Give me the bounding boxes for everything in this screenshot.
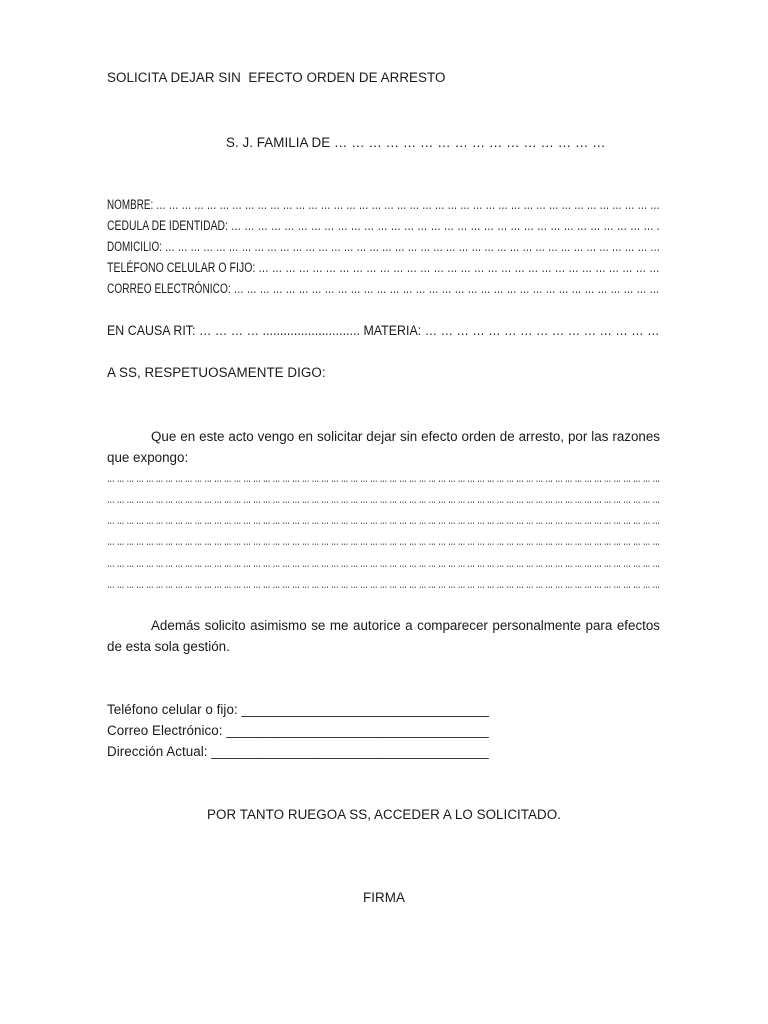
dotted-line: … … … … … … … … … … … … … … … … … … … … … … … … … … … … … … … … … … … … … … … … … … … … … … … … … … … … … … … … … (107, 533, 661, 548)
case-rit-materia: EN CAUSA RIT: … … … … ............................ MATERIA: … … … … … … … … … … … … … … … (107, 323, 660, 338)
signature-label: FIRMA (363, 890, 405, 905)
field-correo: CORREO ELECTRÓNICO: … … … … … … … … … … … … … … … … … … … … … … … … … … … … … … … … … (107, 281, 660, 296)
dotted-line: … … … … … … … … … … … … … … … … … … … … … … … … … … … … … … … … … … … … … … … … … … … … … … … … … … … … … … … … … (107, 470, 661, 485)
contact-telefono: Teléfono celular o fijo: _________________________________ (107, 702, 489, 717)
body-paragraph: Que en este acto vengo en solicitar dejar sin efecto orden de arresto, por las razones que expongo: (107, 429, 660, 465)
field-nombre: NOMBRE: … … … … … … … … … … … … … … … … … … … … … … … … … … … … … … … … … … … … … … … … (107, 197, 660, 212)
dotted-line: … … … … … … … … … … … … … … … … … … … … … … … … … … … … … … … … … … … … … … … … … … … … … … … … … … … … … … … … … (107, 512, 661, 527)
document-heading: SOLICITA DEJAR SIN EFECTO ORDEN DE ARRESTO (107, 70, 446, 85)
salutation: A SS, RESPETUOSAMENTE DIGO: (107, 365, 326, 380)
court-addressee: S. J. FAMILIA DE … … … … … … … … … … … … … … … … (226, 135, 606, 150)
dotted-line: … … … … … … … … … … … … … … … … … … … … … … … … … … … … … … … … … … … … … … … … … … … … … … … … … … … … … … … … … (107, 491, 661, 506)
closing-statement: POR TANTO RUEGOA SS, ACCEDER A LO SOLICITADO. (207, 807, 561, 822)
dotted-line: … … … … … … … … … … … … … … … … … … … … … … … … … … … … … … … … … … … … … … … … … … … … … … … … … … … … … … … … … (107, 555, 661, 570)
contact-direccion: Dirección Actual: _____________________________________ (107, 744, 489, 759)
field-telefono: TELÉFONO CELULAR O FIJO: … … … … … … … … … … … … … … … … … … … … … … … … … … … … … … (107, 260, 660, 275)
field-domicilio: DOMICILIO: … … … … … … … … … … … … … … … … … … … … … … … … … … … … … … … … … … … … … … … (107, 239, 661, 254)
dotted-line: … … … … … … … … … … … … … … … … … … … … … … … … … … … … … … … … … … … … … … … … … … … … … … … … … … … … … … … … … (107, 576, 661, 591)
second-paragraph: Además solicito asimismo se me autorice a comparecer personalmente para efectos de esta sola gestión. (107, 618, 660, 654)
contact-correo: Correo Electrónico: ___________________________________ (107, 723, 489, 738)
field-cedula: CEDULA DE IDENTIDAD: … … … … … … … … … … … … … … … … … … … … … … … … … … … … … … … … . (107, 218, 660, 233)
